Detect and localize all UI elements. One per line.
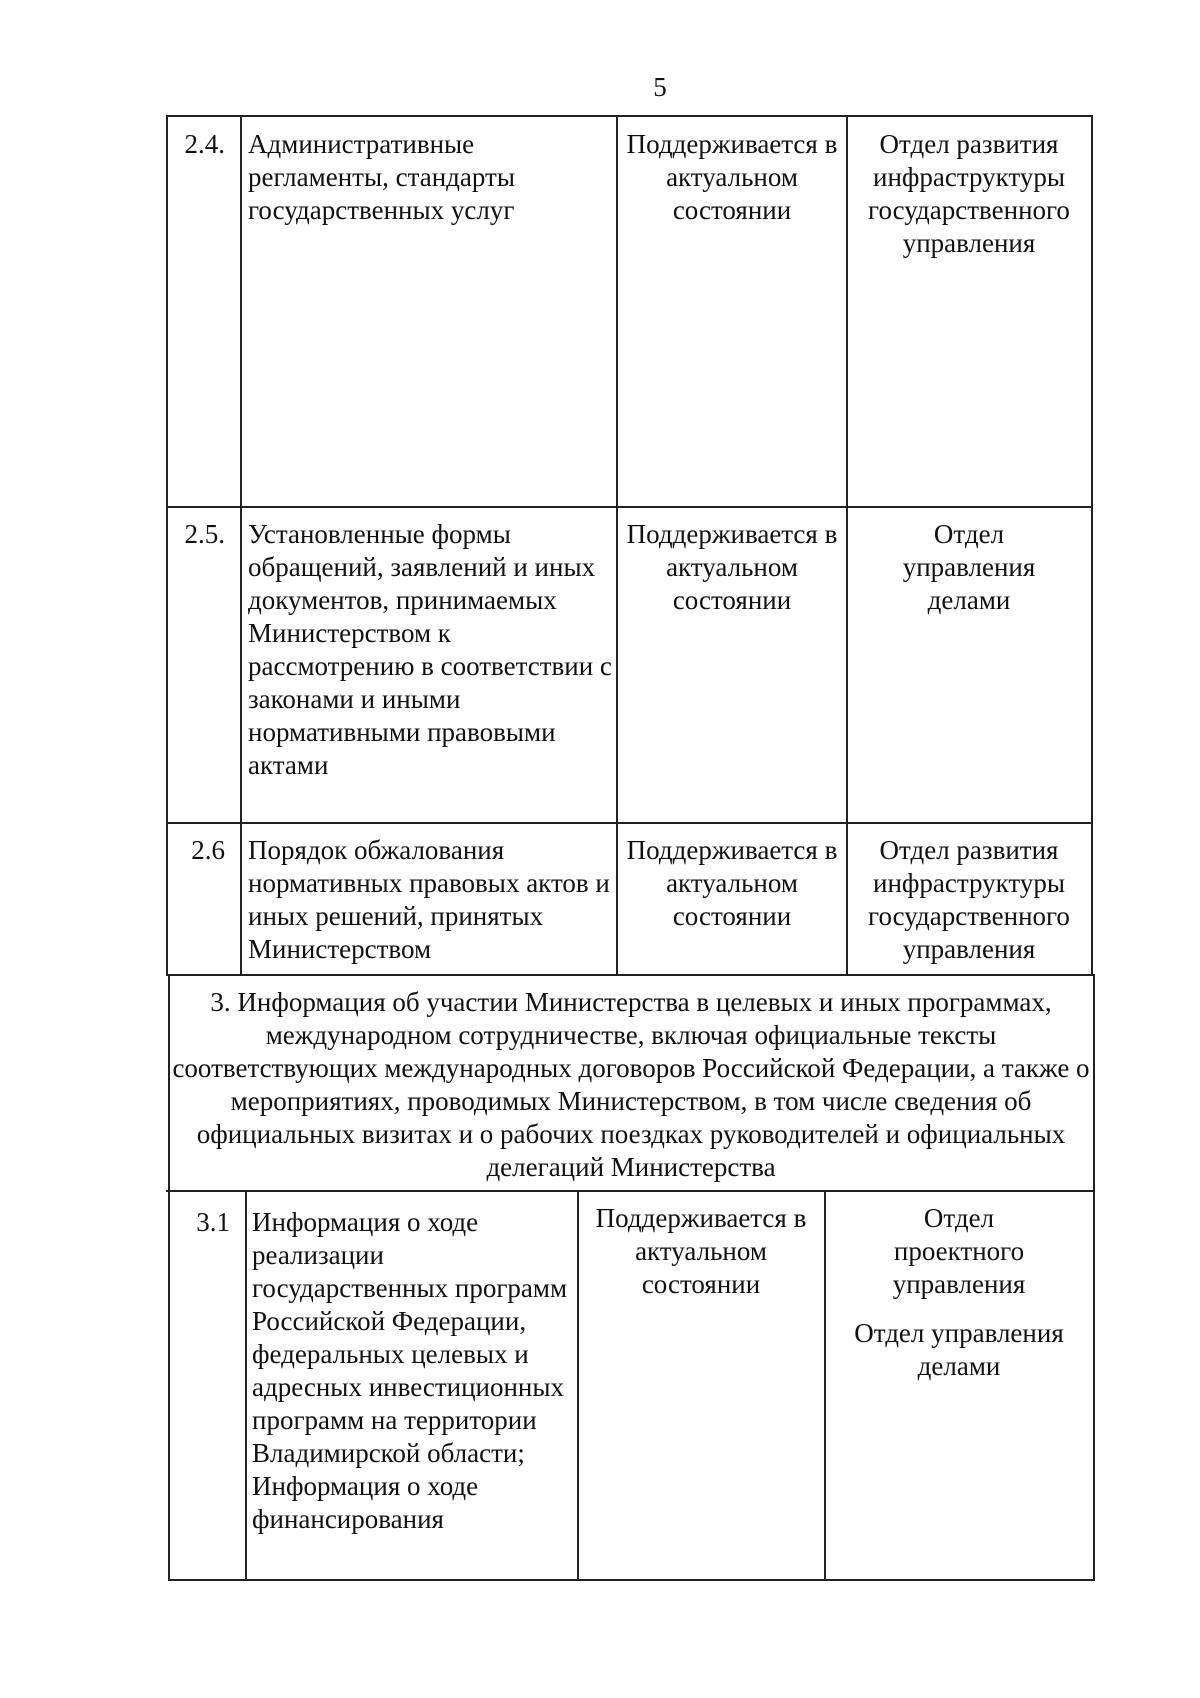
row-number: 2.5. <box>184 519 225 549</box>
row-status: Поддерживается в актуальном состоянии <box>626 835 838 931</box>
responsible-unit: Отдел развития инфраструктуры государственного управления <box>868 835 1070 964</box>
row-responsible <box>850 128 1088 260</box>
row-name: Порядок обжалования нормативных правовых актов и иных решений, принятых Министерством <box>248 835 610 964</box>
column-divider <box>824 1190 826 1580</box>
row-status: Поддерживается в актуальном состоянии <box>626 129 838 225</box>
row-number: 2.4. <box>184 129 225 159</box>
row-responsible <box>850 518 1088 617</box>
row-responsible <box>850 834 1088 966</box>
column-divider <box>577 1190 579 1580</box>
row-divider <box>166 1190 1093 1192</box>
table-border-top <box>166 115 1093 117</box>
responsible-unit: Отдел управления делами <box>854 1318 1064 1381</box>
row-name: Административные регламенты, стандарты государственных услуг <box>248 129 515 225</box>
responsible-unit: Отдел развития инфраструктуры государственного управления <box>868 129 1070 258</box>
page-number: 5 <box>653 72 667 102</box>
responsible-unit: Отдел управления делами <box>902 519 1036 615</box>
row-responsible <box>828 1202 1090 1383</box>
column-divider <box>846 115 848 976</box>
column-divider <box>240 115 242 976</box>
responsible-unit: Отдел проектного управления <box>892 1203 1026 1299</box>
row-name: Информация о ходе реализации государственных программ Российской Федерации, федеральных целевых и адресных инвестиционных программ на территории Владимирской области; Информация о ходе финансирования <box>252 1207 568 1534</box>
row-divider <box>166 822 1093 824</box>
table-border-bottom <box>168 1579 1095 1581</box>
row-divider <box>166 974 1093 976</box>
column-divider <box>245 1190 247 1580</box>
row-divider <box>166 506 1093 508</box>
section-heading: 3. Информация об участии Министерства в целевых и иных программах, международном сотрудничестве, включая официальные тексты соответствующих международных договоров Российской Федерации, а также о мероприятиях, проводимых Министерством, в том числе сведения об официальных визитах и о рабочих поездках руководителей и официальных делегаций Министерства <box>172 987 1090 1182</box>
row-name: Установленные формы обращений, заявлений и иных документов, принимаемых Министерством к рассмотрению в соответствии с законами и иными нормативными правовыми актами <box>248 519 612 780</box>
row-number: 3.1 <box>196 1207 230 1237</box>
row-status: Поддерживается в актуальном состоянии <box>626 519 838 615</box>
row-number: 2.6 <box>191 835 225 865</box>
table-border-right <box>1091 115 1093 976</box>
row-status: Поддерживается в актуальном состоянии <box>595 1203 807 1299</box>
